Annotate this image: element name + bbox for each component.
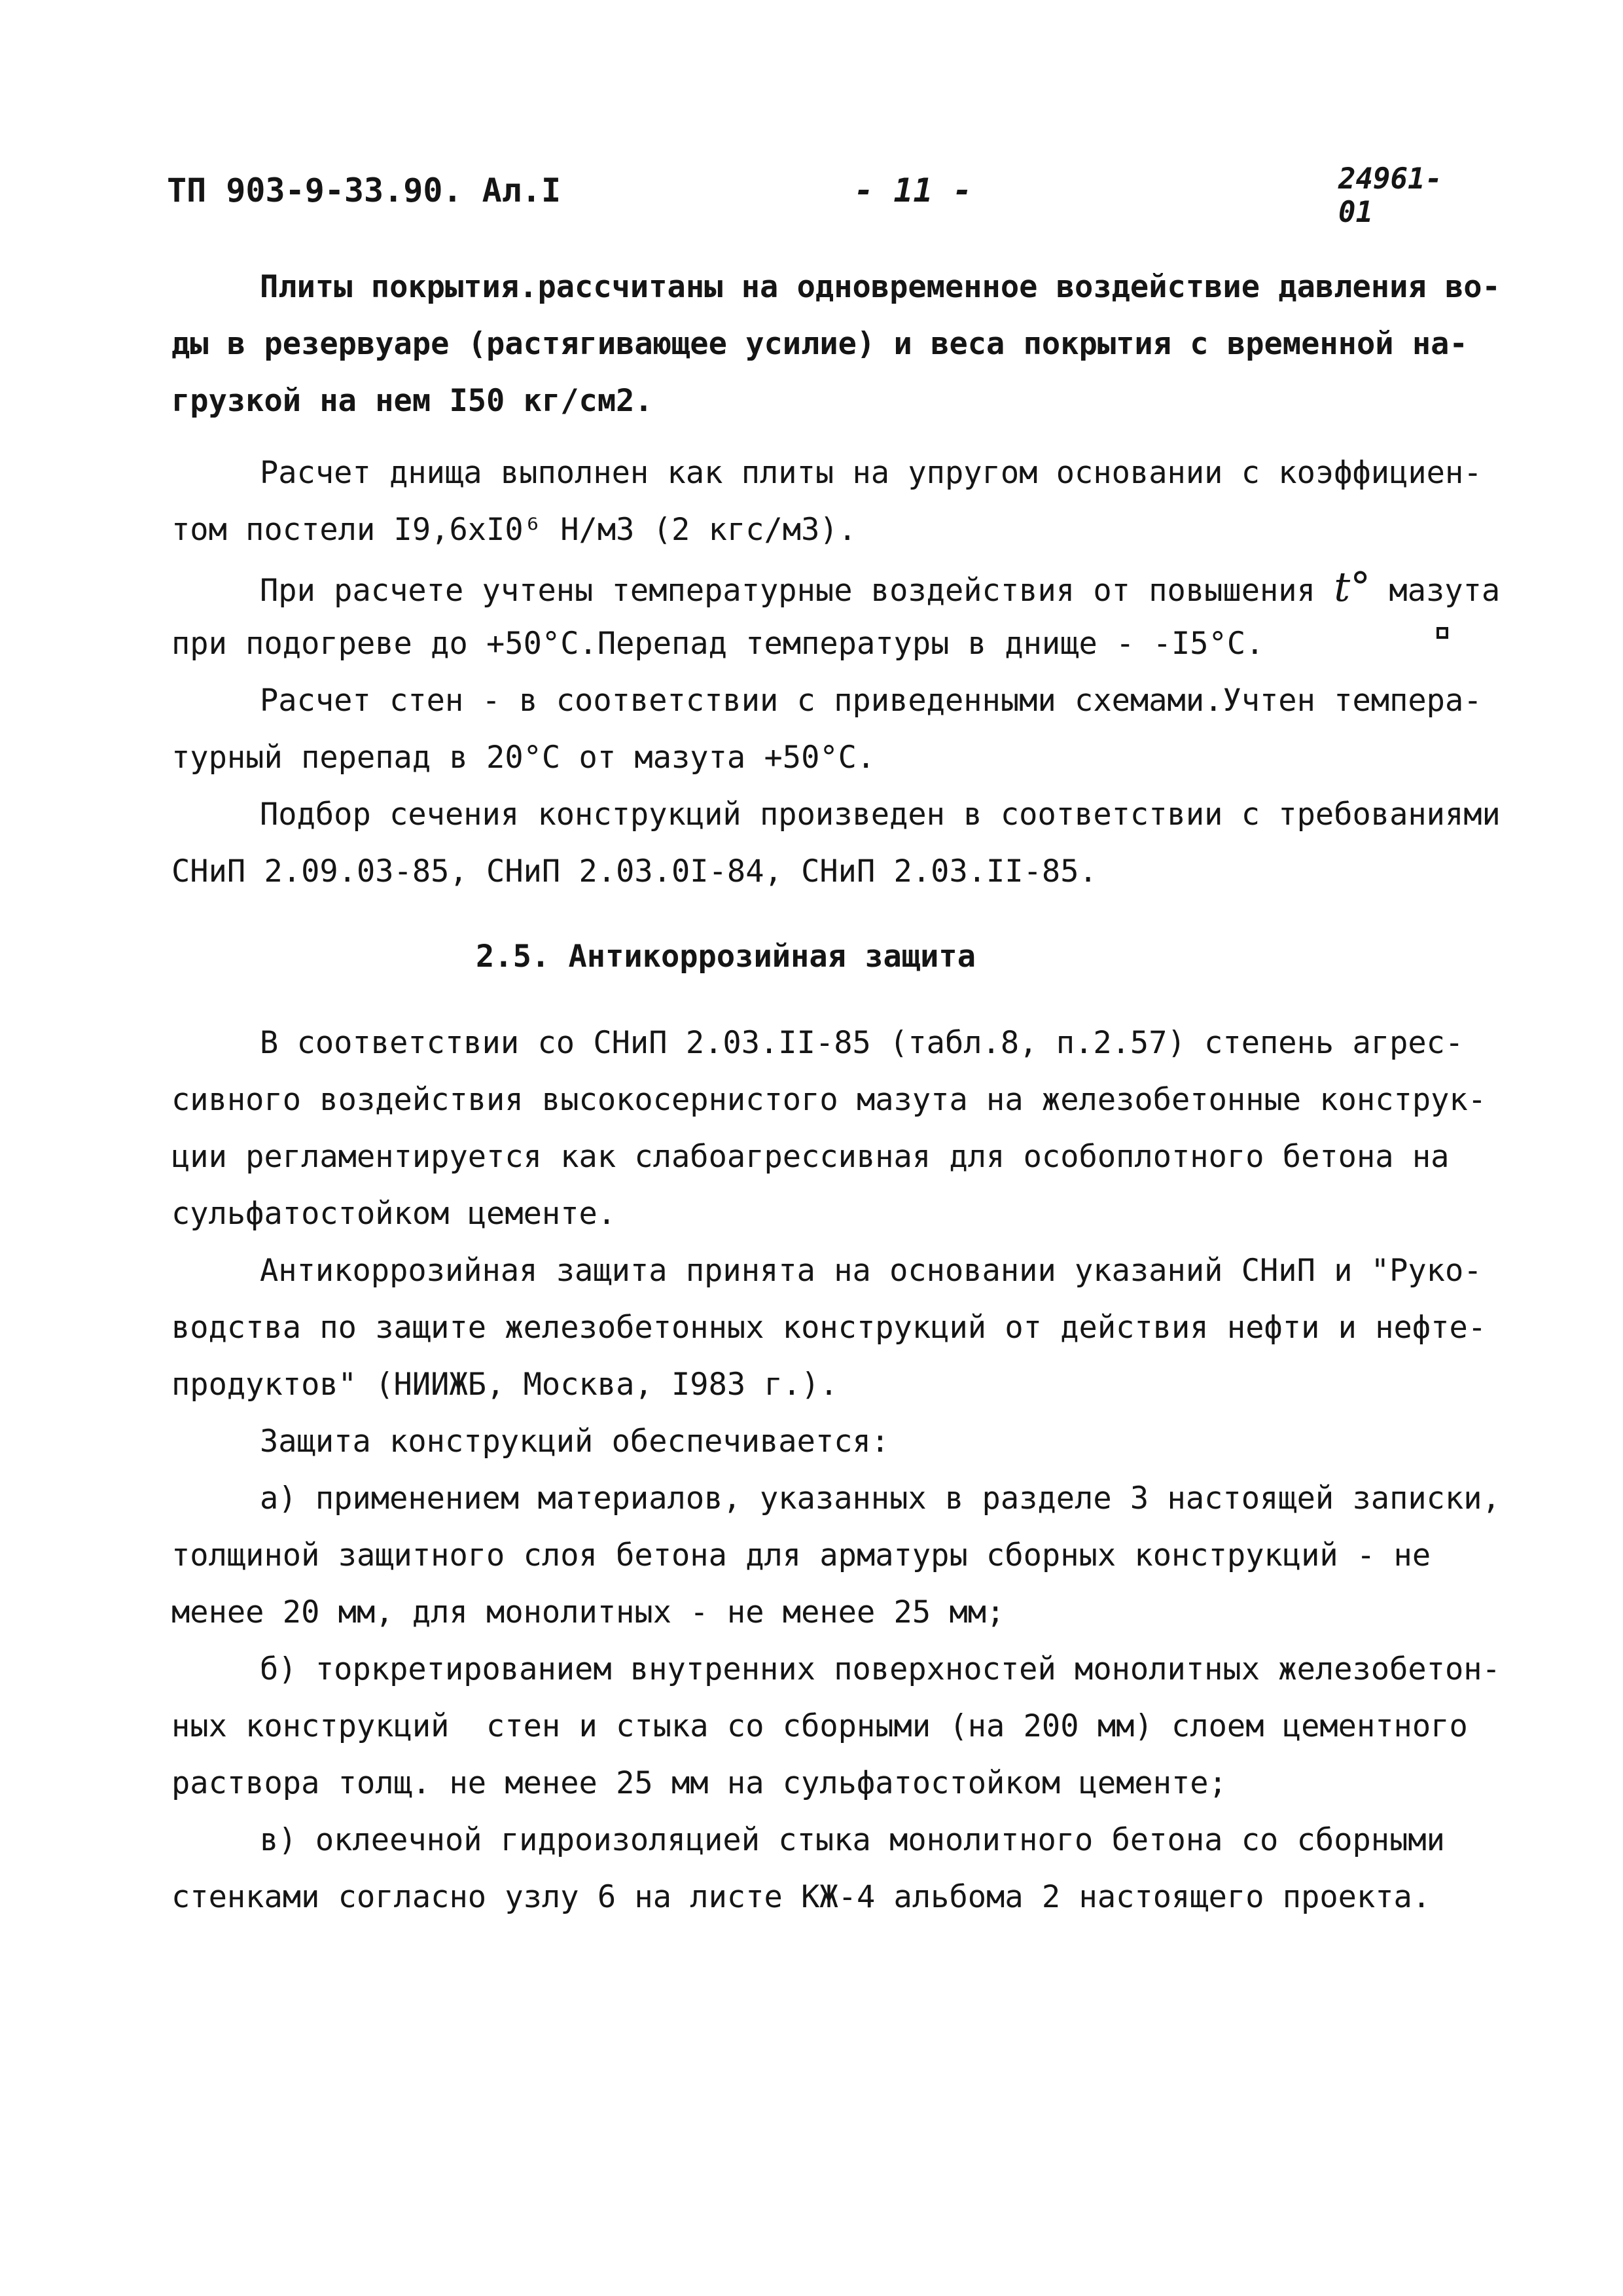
text-segment: мазута: [1370, 573, 1501, 609]
text-line: ных конструкций стен и стыка со сборными (на 200 мм) слоем цементного: [171, 1708, 1468, 1744]
text-line: Плиты покрытия.рассчитаны на одновременное воздействие давления во-: [260, 269, 1501, 305]
temperature-symbol: t°: [1334, 563, 1371, 611]
document-body: [171, 259, 1501, 1926]
text-line: сульфатостойком цементе.: [171, 1196, 616, 1232]
text-line: Защита конструкций обеспечивается:: [260, 1424, 890, 1460]
text-line: [171, 558, 1501, 615]
text-line: турный перепад в 20°С от мазута +50°С.: [171, 740, 876, 776]
text-line: толщиной защитного слоя бетона для арматуры сборных конструкций - не: [171, 1537, 1431, 1573]
text-line: ды в резервуаре (растягивающее усилие) и веса покрытия с временной на-: [171, 326, 1468, 362]
document-code: ТП 903-9-33.90. Ал.I: [167, 171, 562, 209]
text-line: сивного воздействия высокосернистого мазута на железобетонные конструк-: [171, 1082, 1487, 1118]
text-line: раствора толщ. не менее 25 мм на сульфатостойком цементе;: [171, 1765, 1227, 1801]
text-segment: При расчете учтены температурные воздействия от повышения: [260, 573, 1334, 609]
section-heading: 2.5. Антикоррозийная защита: [476, 939, 976, 975]
text-line: менее 20 мм, для монолитных - не менее 25 мм;: [171, 1594, 1005, 1630]
inventory-number: 24961-01: [1338, 162, 1442, 229]
text-line: ции регламентируется как слабоагрессивная для особоплотного бетона на: [171, 1139, 1450, 1175]
text-line: продуктов" (НИИЖБ, Москва, I983 г.).: [171, 1367, 838, 1403]
text-line: Подбор сечения конструкций произведен в соответствии с требованиями: [260, 797, 1501, 833]
text-line: том постели I9,6xI0⁶ Н/м3 (2 кгс/м3).: [171, 512, 857, 548]
text-line: стенками согласно узлу 6 на листе КЖ-4 альбома 2 настоящего проекта.: [171, 1879, 1431, 1915]
list-item-a: а) применением материалов, указанных в разделе 3 настоящей записки,: [260, 1480, 1501, 1516]
page-number: - 11 -: [854, 171, 972, 209]
text-line: водства по защите железобетонных конструкций от действия нефти и нефте-: [171, 1310, 1487, 1346]
list-item-c: в) оклеечной гидроизоляцией стыка монолитного бетона со сборными: [260, 1822, 1445, 1858]
list-item-b: б) торкретированием внутренних поверхностей монолитных железобетон-: [260, 1651, 1501, 1687]
text-line: Расчет стен - в соответствии с приведенными схемами.Учтен темпера-: [260, 683, 1482, 719]
text-line: СНиП 2.09.03-85, СНиП 2.03.0I-84, СНиП 2.03.II-85.: [171, 853, 1097, 889]
text-line: Антикоррозийная защита принята на основании указаний СНиП и "Руко-: [260, 1253, 1482, 1289]
text-line: при подогреве до +50°С.Перепад температуры в днище - -I5°С.: [171, 626, 1264, 662]
text-line: Расчет днища выполнен как плиты на упругом основании с коэффициен-: [260, 455, 1482, 491]
text-line: грузкой на нем I50 кг/см2.: [171, 383, 653, 419]
page-header: [167, 162, 1469, 229]
text-line: В соответствии со СНиП 2.03.II-85 (табл.8, п.2.57) степень агрес-: [260, 1025, 1464, 1061]
